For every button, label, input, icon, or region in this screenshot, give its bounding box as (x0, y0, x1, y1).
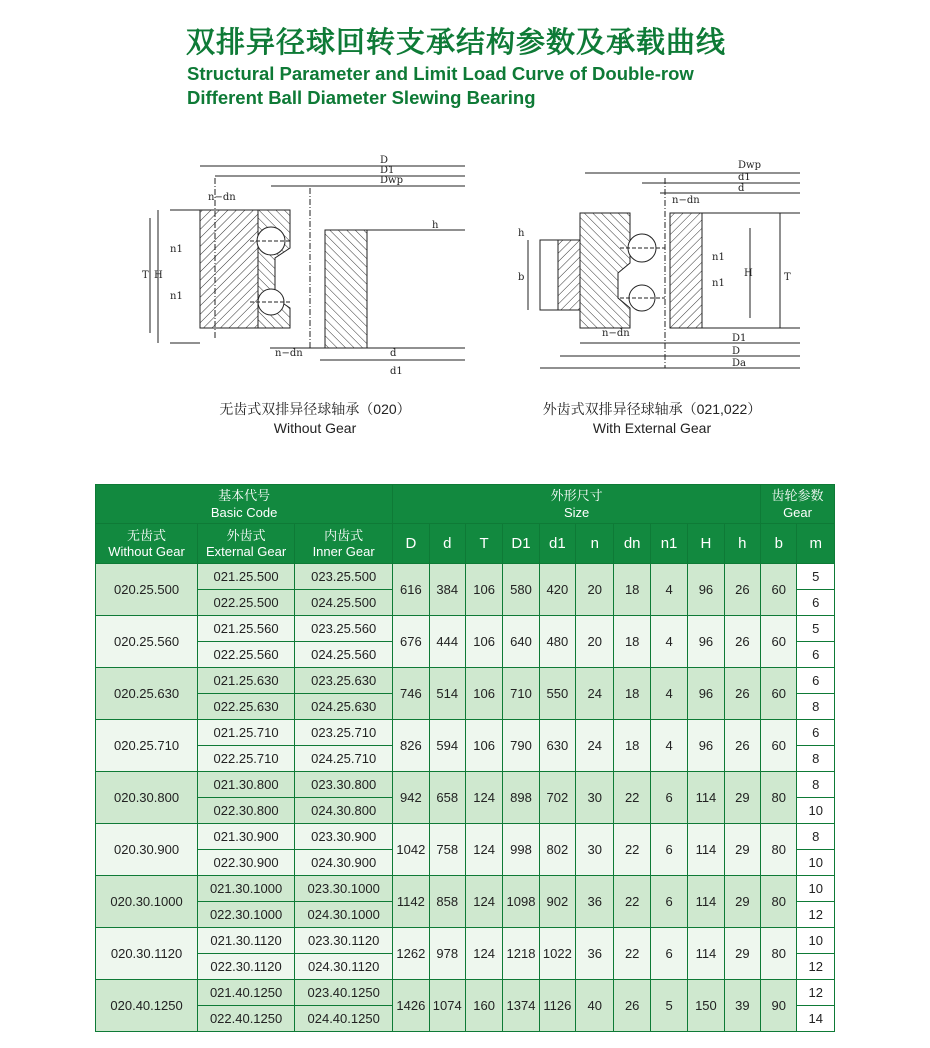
cell-n: 24 (576, 720, 614, 772)
table-row (96, 876, 835, 902)
cell-without-gear-code: 020.25.630 (96, 668, 198, 720)
header-basic-code-cn: 基本代号 (218, 488, 271, 503)
cell-n1: 6 (650, 928, 687, 980)
cell-H: 150 (688, 980, 724, 1032)
header-external-gear-en: External Gear (205, 543, 287, 559)
page-title-en-line2: Different Ball Diameter Slewing Bearing (187, 87, 536, 108)
cell-without-gear-code: 020.25.500 (96, 564, 198, 616)
cell-dn: 22 (614, 928, 650, 980)
cell-m: 14 (797, 1006, 835, 1032)
header-gear-en: Gear (783, 505, 812, 520)
header-col-H: H (688, 524, 724, 564)
header-col-T: T (465, 524, 502, 564)
label-D-right: D (732, 346, 741, 357)
cell-D1: 1098 (503, 876, 539, 928)
cell-n: 20 (576, 564, 614, 616)
header-external-gear-cn: 外齿式 (226, 527, 266, 543)
header-col-D1: D1 (503, 524, 539, 564)
cell-D: 1142 (393, 876, 429, 928)
label-d1-right: d1 (738, 172, 751, 183)
cell-T: 124 (465, 772, 502, 824)
cell-dn: 22 (614, 824, 650, 876)
cell-b: 60 (761, 564, 797, 616)
cell-external-gear-code: 021.30.900 (198, 824, 295, 850)
header-inner-gear (295, 524, 393, 564)
cell-external-gear-code: 021.40.1250 (198, 980, 295, 1006)
cell-T: 106 (465, 720, 502, 772)
cell-d1: 480 (539, 616, 575, 668)
cell-dn: 22 (614, 876, 650, 928)
header-col-h: h (724, 524, 760, 564)
cell-H: 96 (688, 564, 724, 616)
label-T-left: T (142, 270, 149, 281)
cell-b: 60 (761, 616, 797, 668)
label-n1-b-left: n1 (170, 291, 183, 302)
cell-inner-gear-code: 023.30.1000 (295, 876, 393, 902)
page-title-cn: 双排异径球回转支承结构参数及承载曲线 (186, 25, 727, 59)
header-size-cn: 外形尺寸 (550, 488, 603, 503)
cell-d1: 702 (539, 772, 575, 824)
cell-m: 8 (797, 694, 835, 720)
cell-inner-gear-code: 023.40.1250 (295, 980, 393, 1006)
cell-inner-gear-code: 023.30.800 (295, 772, 393, 798)
caption-with-external-gear (522, 400, 782, 438)
cell-without-gear-code: 020.40.1250 (96, 980, 198, 1032)
cell-T: 124 (465, 824, 502, 876)
cell-m: 5 (797, 616, 835, 642)
cell-inner-gear-code: 024.25.500 (295, 590, 393, 616)
cell-b: 80 (761, 824, 797, 876)
header-without-gear (96, 524, 198, 564)
cell-dn: 18 (614, 668, 650, 720)
cell-H: 96 (688, 668, 724, 720)
cell-H: 114 (688, 772, 724, 824)
cell-external-gear-code: 022.30.1000 (198, 902, 295, 928)
header-col-d: d (429, 524, 465, 564)
cross-section-drawings (120, 148, 810, 388)
cell-inner-gear-code: 023.30.1120 (295, 928, 393, 954)
cell-d: 1074 (429, 980, 465, 1032)
caption-with-external-gear-cn: 外齿式双排异径球轴承（021,022） (542, 401, 762, 417)
cell-external-gear-code: 021.30.800 (198, 772, 295, 798)
cell-d: 384 (429, 564, 465, 616)
cell-D1: 580 (503, 564, 539, 616)
cell-dn: 22 (614, 772, 650, 824)
cell-external-gear-code: 022.25.710 (198, 746, 295, 772)
cell-inner-gear-code: 023.25.630 (295, 668, 393, 694)
header-col-d1: d1 (539, 524, 575, 564)
cell-h: 29 (724, 824, 760, 876)
label-d-left: d (390, 348, 397, 359)
cell-D1: 998 (503, 824, 539, 876)
label-T-right: T (784, 272, 791, 283)
label-h-right: h (518, 228, 525, 239)
cell-D: 942 (393, 772, 429, 824)
cell-H: 114 (688, 876, 724, 928)
caption-without-gear (205, 400, 425, 438)
cell-external-gear-code: 021.25.500 (198, 564, 295, 590)
cell-m: 8 (797, 824, 835, 850)
header-col-dn: dn (614, 524, 650, 564)
cell-T: 106 (465, 564, 502, 616)
label-n-dn-top-right: n−dn (672, 195, 700, 206)
header-size (393, 485, 761, 524)
caption-with-external-gear-en: With External Gear (592, 420, 712, 436)
cell-n: 30 (576, 824, 614, 876)
cell-external-gear-code: 022.25.560 (198, 642, 295, 668)
cell-m: 12 (797, 902, 835, 928)
label-Da-right: Da (732, 358, 746, 369)
cell-b: 60 (761, 720, 797, 772)
label-n-dn-top-left: n−dn (208, 192, 236, 203)
cell-d: 658 (429, 772, 465, 824)
label-d-right: d (738, 183, 745, 194)
cell-h: 29 (724, 772, 760, 824)
cell-inner-gear-code: 024.25.630 (295, 694, 393, 720)
cell-n1: 4 (650, 616, 687, 668)
header-col-b: b (761, 524, 797, 564)
cell-inner-gear-code: 024.30.1000 (295, 902, 393, 928)
cell-T: 106 (465, 616, 502, 668)
header-basic-code-en: Basic Code (210, 505, 278, 520)
cell-h: 26 (724, 720, 760, 772)
header-inner-gear-cn: 内齿式 (324, 527, 364, 543)
header-external-gear (198, 524, 295, 564)
table-row (96, 564, 835, 590)
cell-b: 90 (761, 980, 797, 1032)
cell-D1: 640 (503, 616, 539, 668)
cell-n: 36 (576, 876, 614, 928)
cell-inner-gear-code: 024.40.1250 (295, 1006, 393, 1032)
cell-inner-gear-code: 024.30.900 (295, 850, 393, 876)
cell-b: 80 (761, 772, 797, 824)
table-row (96, 720, 835, 746)
cell-external-gear-code: 022.30.800 (198, 798, 295, 824)
cell-without-gear-code: 020.25.560 (96, 616, 198, 668)
cell-external-gear-code: 021.30.1000 (198, 876, 295, 902)
table-row (96, 616, 835, 642)
cell-T: 124 (465, 876, 502, 928)
label-Dwp-right: Dwp (738, 160, 761, 171)
cell-n1: 5 (650, 980, 687, 1032)
cell-h: 29 (724, 876, 760, 928)
header-basic-code (96, 485, 393, 524)
cell-D: 746 (393, 668, 429, 720)
cell-m: 8 (797, 772, 835, 798)
cell-D: 1042 (393, 824, 429, 876)
right-section-drawing (518, 160, 800, 369)
cell-D: 1262 (393, 928, 429, 980)
cell-d1: 902 (539, 876, 575, 928)
header-col-n1: n1 (650, 524, 687, 564)
cell-T: 160 (465, 980, 502, 1032)
left-section-drawing (142, 155, 465, 377)
cell-without-gear-code: 020.30.900 (96, 824, 198, 876)
header-inner-gear-en: Inner Gear (312, 543, 375, 559)
cell-m: 10 (797, 850, 835, 876)
cell-d: 858 (429, 876, 465, 928)
caption-without-gear-en: Without Gear (273, 420, 357, 436)
label-D1-left: D1 (380, 165, 395, 176)
cell-n: 20 (576, 616, 614, 668)
cell-H: 114 (688, 928, 724, 980)
cell-m: 6 (797, 668, 835, 694)
header-gear (761, 485, 835, 524)
cell-external-gear-code: 022.25.500 (198, 590, 295, 616)
header-col-n: n (576, 524, 614, 564)
header-without-gear-cn: 无齿式 (127, 527, 167, 543)
cell-D1: 790 (503, 720, 539, 772)
cell-n1: 6 (650, 824, 687, 876)
cell-d: 758 (429, 824, 465, 876)
cell-n1: 6 (650, 772, 687, 824)
cell-without-gear-code: 020.30.800 (96, 772, 198, 824)
cell-n: 36 (576, 928, 614, 980)
cell-n: 30 (576, 772, 614, 824)
cell-D: 676 (393, 616, 429, 668)
label-Dwp-left: Dwp (380, 175, 403, 186)
table-row (96, 824, 835, 850)
cell-d: 444 (429, 616, 465, 668)
cell-inner-gear-code: 023.25.560 (295, 616, 393, 642)
label-D1-right: D1 (732, 333, 747, 344)
page-title-en-line1: Structural Parameter and Limit Load Curve of Double-row (187, 63, 694, 84)
cell-T: 106 (465, 668, 502, 720)
cell-d1: 630 (539, 720, 575, 772)
cell-external-gear-code: 021.25.630 (198, 668, 295, 694)
cell-external-gear-code: 021.25.560 (198, 616, 295, 642)
parameter-table (95, 484, 835, 1032)
cell-without-gear-code: 020.25.710 (96, 720, 198, 772)
cell-D1: 710 (503, 668, 539, 720)
cell-h: 39 (724, 980, 760, 1032)
label-n-dn-bottom-left: n−dn (275, 348, 303, 359)
label-n-dn-bottom-right: n−dn (602, 328, 630, 339)
cell-d: 978 (429, 928, 465, 980)
label-h-left: h (432, 220, 439, 231)
cell-external-gear-code: 022.40.1250 (198, 1006, 295, 1032)
cell-inner-gear-code: 023.30.900 (295, 824, 393, 850)
cell-d1: 802 (539, 824, 575, 876)
cell-m: 12 (797, 980, 835, 1006)
table-body (96, 564, 835, 1032)
label-D-left: D (380, 155, 389, 166)
cell-inner-gear-code: 024.25.710 (295, 746, 393, 772)
label-n1-a-right: n1 (712, 252, 725, 263)
cell-b: 60 (761, 668, 797, 720)
cell-D1: 898 (503, 772, 539, 824)
cell-inner-gear-code: 024.30.1120 (295, 954, 393, 980)
table-row (96, 668, 835, 694)
cell-d: 514 (429, 668, 465, 720)
header-col-m: m (797, 524, 835, 564)
cell-d1: 1022 (539, 928, 575, 980)
cell-D: 1426 (393, 980, 429, 1032)
cell-without-gear-code: 020.30.1120 (96, 928, 198, 980)
cell-n1: 6 (650, 876, 687, 928)
cell-dn: 26 (614, 980, 650, 1032)
cell-H: 96 (688, 720, 724, 772)
cell-H: 96 (688, 616, 724, 668)
caption-without-gear-cn: 无齿式双排异径球轴承（020） (219, 401, 411, 417)
cell-h: 26 (724, 564, 760, 616)
cell-m: 5 (797, 564, 835, 590)
cell-d1: 1126 (539, 980, 575, 1032)
label-d1-left: d1 (390, 366, 403, 377)
cell-external-gear-code: 022.25.630 (198, 694, 295, 720)
cell-d: 594 (429, 720, 465, 772)
cell-D: 826 (393, 720, 429, 772)
cell-D1: 1374 (503, 980, 539, 1032)
cell-T: 124 (465, 928, 502, 980)
cell-dn: 18 (614, 564, 650, 616)
cell-external-gear-code: 021.25.710 (198, 720, 295, 746)
table-row (96, 772, 835, 798)
cell-n1: 4 (650, 564, 687, 616)
cell-n: 24 (576, 668, 614, 720)
cell-d1: 420 (539, 564, 575, 616)
cell-inner-gear-code: 023.25.500 (295, 564, 393, 590)
cell-inner-gear-code: 024.30.800 (295, 798, 393, 824)
cell-m: 8 (797, 746, 835, 772)
cell-m: 10 (797, 928, 835, 954)
cell-dn: 18 (614, 616, 650, 668)
label-n1-a-left: n1 (170, 244, 183, 255)
cell-dn: 18 (614, 720, 650, 772)
cell-external-gear-code: 021.30.1120 (198, 928, 295, 954)
label-H-right: H (744, 268, 753, 279)
cell-n1: 4 (650, 668, 687, 720)
cell-d1: 550 (539, 668, 575, 720)
cell-inner-gear-code: 023.25.710 (295, 720, 393, 746)
cell-m: 6 (797, 720, 835, 746)
cell-n: 40 (576, 980, 614, 1032)
cell-external-gear-code: 022.30.1120 (198, 954, 295, 980)
label-H-left: H (154, 270, 163, 281)
cell-b: 80 (761, 928, 797, 980)
cell-h: 29 (724, 928, 760, 980)
label-n1-b-right: n1 (712, 278, 725, 289)
header-size-en: Size (563, 505, 590, 520)
cell-n1: 4 (650, 720, 687, 772)
cell-without-gear-code: 020.30.1000 (96, 876, 198, 928)
cell-D: 616 (393, 564, 429, 616)
header-gear-cn: 齿轮参数 (771, 488, 824, 503)
cell-h: 26 (724, 668, 760, 720)
cell-h: 26 (724, 616, 760, 668)
header-col-D: D (393, 524, 429, 564)
cell-m: 10 (797, 876, 835, 902)
cell-H: 114 (688, 824, 724, 876)
cell-D1: 1218 (503, 928, 539, 980)
cell-m: 6 (797, 642, 835, 668)
cell-external-gear-code: 022.30.900 (198, 850, 295, 876)
label-b-right: b (518, 272, 525, 283)
cell-m: 10 (797, 798, 835, 824)
cell-inner-gear-code: 024.25.560 (295, 642, 393, 668)
cell-b: 80 (761, 876, 797, 928)
table-row (96, 928, 835, 954)
cell-m: 6 (797, 590, 835, 616)
table-row (96, 980, 835, 1006)
header-without-gear-en: Without Gear (108, 543, 185, 559)
cell-m: 12 (797, 954, 835, 980)
